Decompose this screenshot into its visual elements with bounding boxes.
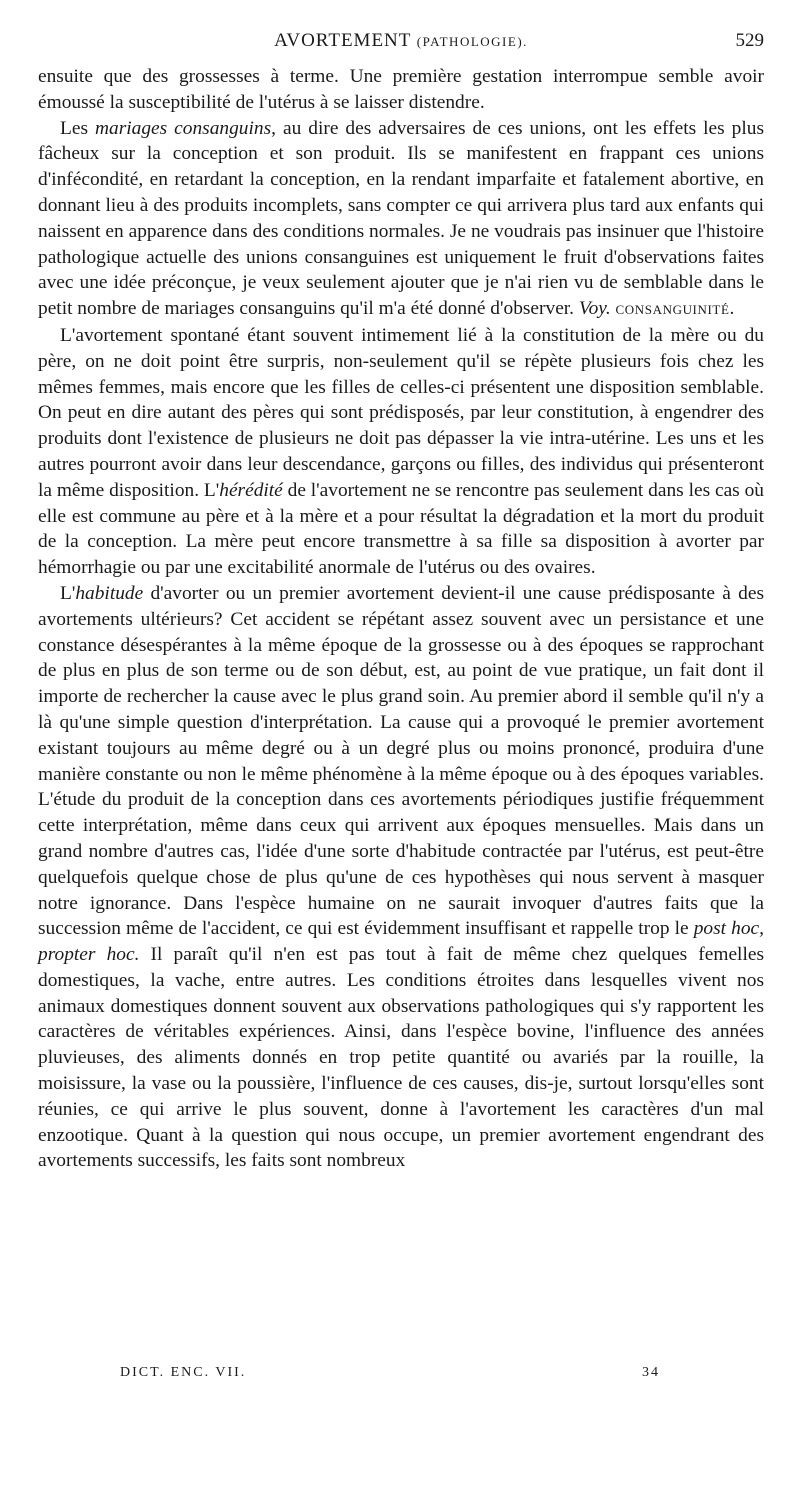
footer-signature: DICT. ENC. VII. (120, 1365, 247, 1380)
page-number: 529 (735, 30, 764, 51)
text-run: , au dire des adversaires de ces unions, ont les effets les plus fâcheux sur la conception et son produit. Ils se manifestent en frappant ces unions d'infécondité, en retardant la conception, en la rendant imparfaite et fatalement abortive, en donnant lieu à des produits incomplets, sans compter ce qui arrivera plus tard aux enfants qui naissent en apparence dans des conditions normales. Je ne voudrais pas insinuer que l'histoire pathologique actuelle des unions consanguines est uniquement le fruit d'observations faites avec une idée préconçue, je veux seulement ajouter que je n'ai rien vu de semblable dans le petit nombre de mariages consanguins qu'il m'a été donné d'observer. (38, 117, 764, 320)
text-run: d'avorter ou un premier avortement devient-il une cause prédisposante à des avortements ultérieurs? Cet accident se répétant assez souvent avec un persistance et une constance désespérantes à la même époque de la grossesse ou à des époques se rapprochant de plus en plus de son terme ou de son début, est, au point de vue pratique, un fait dont il importe de rechercher la cause avec le plus grand soin. Au premier abord il semble qu'il n'y a là qu'une simple question d'interprétation. La cause qui a provoqué le premier avortement existant toujours au même degré ou à un degré plus ou moins prononcé, produira d'une manière constante ou non le même phénomène à la même époque ou à des époques variables. L'étude du produit de la conception dans ces avortements périodiques justifie fréquemment cette interprétation, même dans ceux qui arrivent aux époques mensuelles. Mais dans un grand nombre d'autres cas, l'idée d'une sorte d'habitude contractée par l'utérus, est peut-être quelquefois quelque chose de plus qu'une de ces hypothèses qui nous servent à masquer notre ignorance. Dans l'espèce humaine on ne saurait invoquer d'autres faits que la succession même de l'accident, ce qui est évidemment insuffisant et rappelle trop le (38, 582, 764, 940)
text-run: L' (60, 582, 76, 604)
footer-sheet-number: 34 (642, 1365, 660, 1380)
italic-term: hérédité (219, 479, 283, 501)
body-text (38, 64, 764, 1174)
book-page (38, 30, 764, 1174)
text-run: L'avortement spontané étant souvent intimement lié à la constitution de la mère ou du père, on ne doit point être surpris, non-seulement qu'il se répète plusieurs fois chez les mêmes femmes, mais encore que les filles de celles-ci présentent une disposition semblable. On peut en dire autant des pères qui sont prédisposés, par leur constitution, à engendrer des produits dont l'existence de plusieurs ne doit pas dépasser la vie intra-utérine. Les uns et les autres pourront avoir dans leur descendance, garçons ou filles, des individus qui présenteront la même disposition. L' (38, 324, 764, 501)
running-title (38, 30, 764, 52)
cross-reference: CONSANGUINITÉ (615, 302, 730, 318)
italic-term: mariages consanguins (95, 117, 272, 139)
paragraph (38, 116, 764, 323)
paragraph (38, 581, 764, 1174)
paragraph (38, 64, 764, 116)
running-header (38, 30, 764, 58)
text-run: . (729, 298, 735, 320)
running-title-sub: (PATHOLOGIE). (416, 34, 528, 49)
paragraph (38, 323, 764, 581)
text-run: de l'avortement ne se rencontre pas seulement dans les cas où elle est commune au père et à la mère et a pour résultat la dégradation et la mort du produit de la conception. La mère peut encore transmettre à sa fille sa disposition à avorter par hémorrhagie ou par une excitabilité anormale de l'utérus ou des ovaires. (38, 479, 764, 579)
italic-term: post hoc, propter hoc. (38, 918, 764, 966)
italic-term: Voy. (578, 298, 611, 320)
text-run: Il paraît qu'il n'en est pas tout à fait de même chez quelques femelles domestiques, la vache, entre autres. Les conditions étroites dans lesquelles vivent nos animaux domestiques donnent souvent aux observations pathologiques qui s'y rapportent les caractères de véritables expériences. Ainsi, dans l'espèce bovine, l'influence des années pluvieuses, des aliments donnés en trop petite quantité ou avariés par la rouille, la moisissure, la vase ou la poussière, l'influence de ces causes, dis-je, surtout lorsqu'elles sont réunies, ce qui arrive le plus souvent, donne à l'avortement les caractères d'un mal enzootique. Quant à la question qui nous occupe, un premier avortement engendrant des avortements successifs, les faits sont nombreux (38, 944, 764, 1172)
running-title-main: AVORTEMENT (274, 30, 412, 51)
text-run: ensuite que des grossesses à terme. Une première gestation interrompue semble avoir émoussé la susceptibilité de l'utérus à se laisser distendre. (38, 66, 764, 113)
text-run: Les (60, 117, 95, 139)
italic-term: habitude (75, 582, 144, 604)
page-footer (120, 1365, 660, 1389)
